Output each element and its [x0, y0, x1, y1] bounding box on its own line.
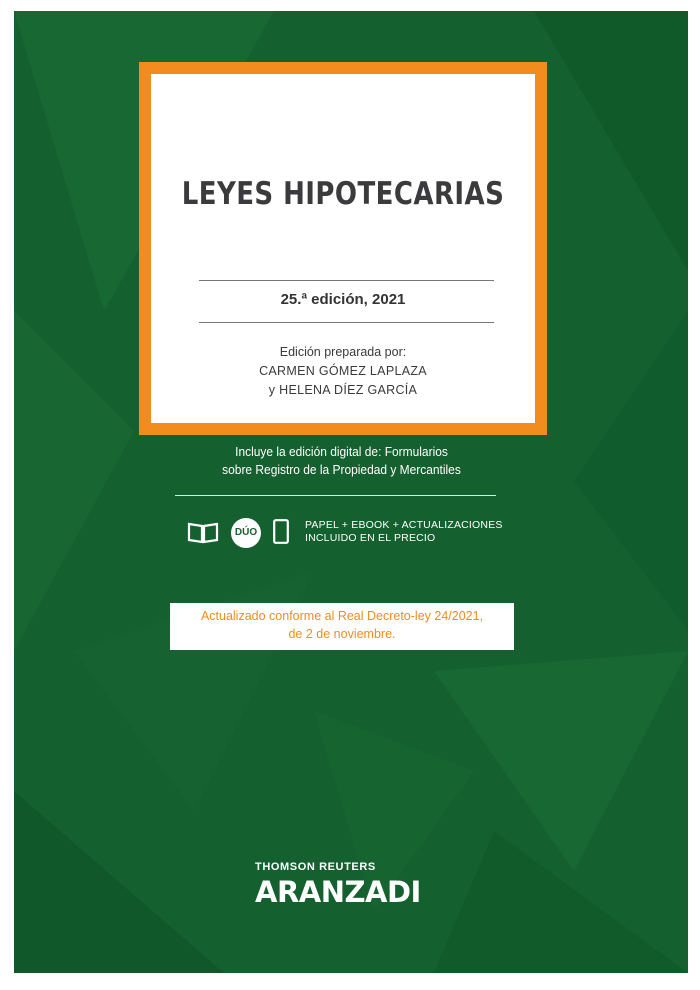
tablet-icon — [273, 519, 289, 544]
divider — [199, 280, 494, 281]
duo-line-2: INCLUIDO EN EL PRECIO — [305, 532, 436, 544]
duo-line-1: PAPEL + EBOOK + ACTUALIZACIONES — [305, 519, 503, 531]
publisher-name: ARANZADI — [255, 875, 421, 909]
divider — [199, 322, 494, 323]
publisher-parent: THOMSON REUTERS — [255, 861, 376, 873]
update-line-1: Actualizado conforme al Real Decreto-ley 24/2021, — [200, 609, 484, 623]
publisher-logo — [255, 861, 435, 909]
includes-line-1: Incluye la edición digital de: Formularios — [235, 444, 448, 459]
duo-description — [305, 519, 503, 545]
editors-block — [151, 343, 535, 400]
title-box — [139, 62, 547, 435]
author-1: CARMEN GÓMEZ LAPLAZA — [259, 364, 427, 378]
book-cover — [14, 11, 688, 973]
edition-label: 25.ª edición, 2021 — [280, 291, 406, 308]
prepared-by-label: Edición preparada por: — [279, 345, 407, 359]
includes-line-2: sobre Registro de la Propiedad y Mercantiles — [222, 462, 461, 477]
includes-digital-text — [183, 443, 500, 479]
duo-badge: DÚO — [231, 518, 261, 548]
open-book-icon — [187, 522, 219, 544]
update-line-2: de 2 de noviembre. — [288, 627, 396, 641]
divider — [175, 495, 496, 496]
duo-row — [187, 516, 507, 548]
update-notice — [170, 603, 514, 650]
book-title: LEYES HIPOTECARIAS — [181, 176, 505, 212]
author-2: y HELENA DÍEZ GARCÍA — [268, 383, 418, 397]
